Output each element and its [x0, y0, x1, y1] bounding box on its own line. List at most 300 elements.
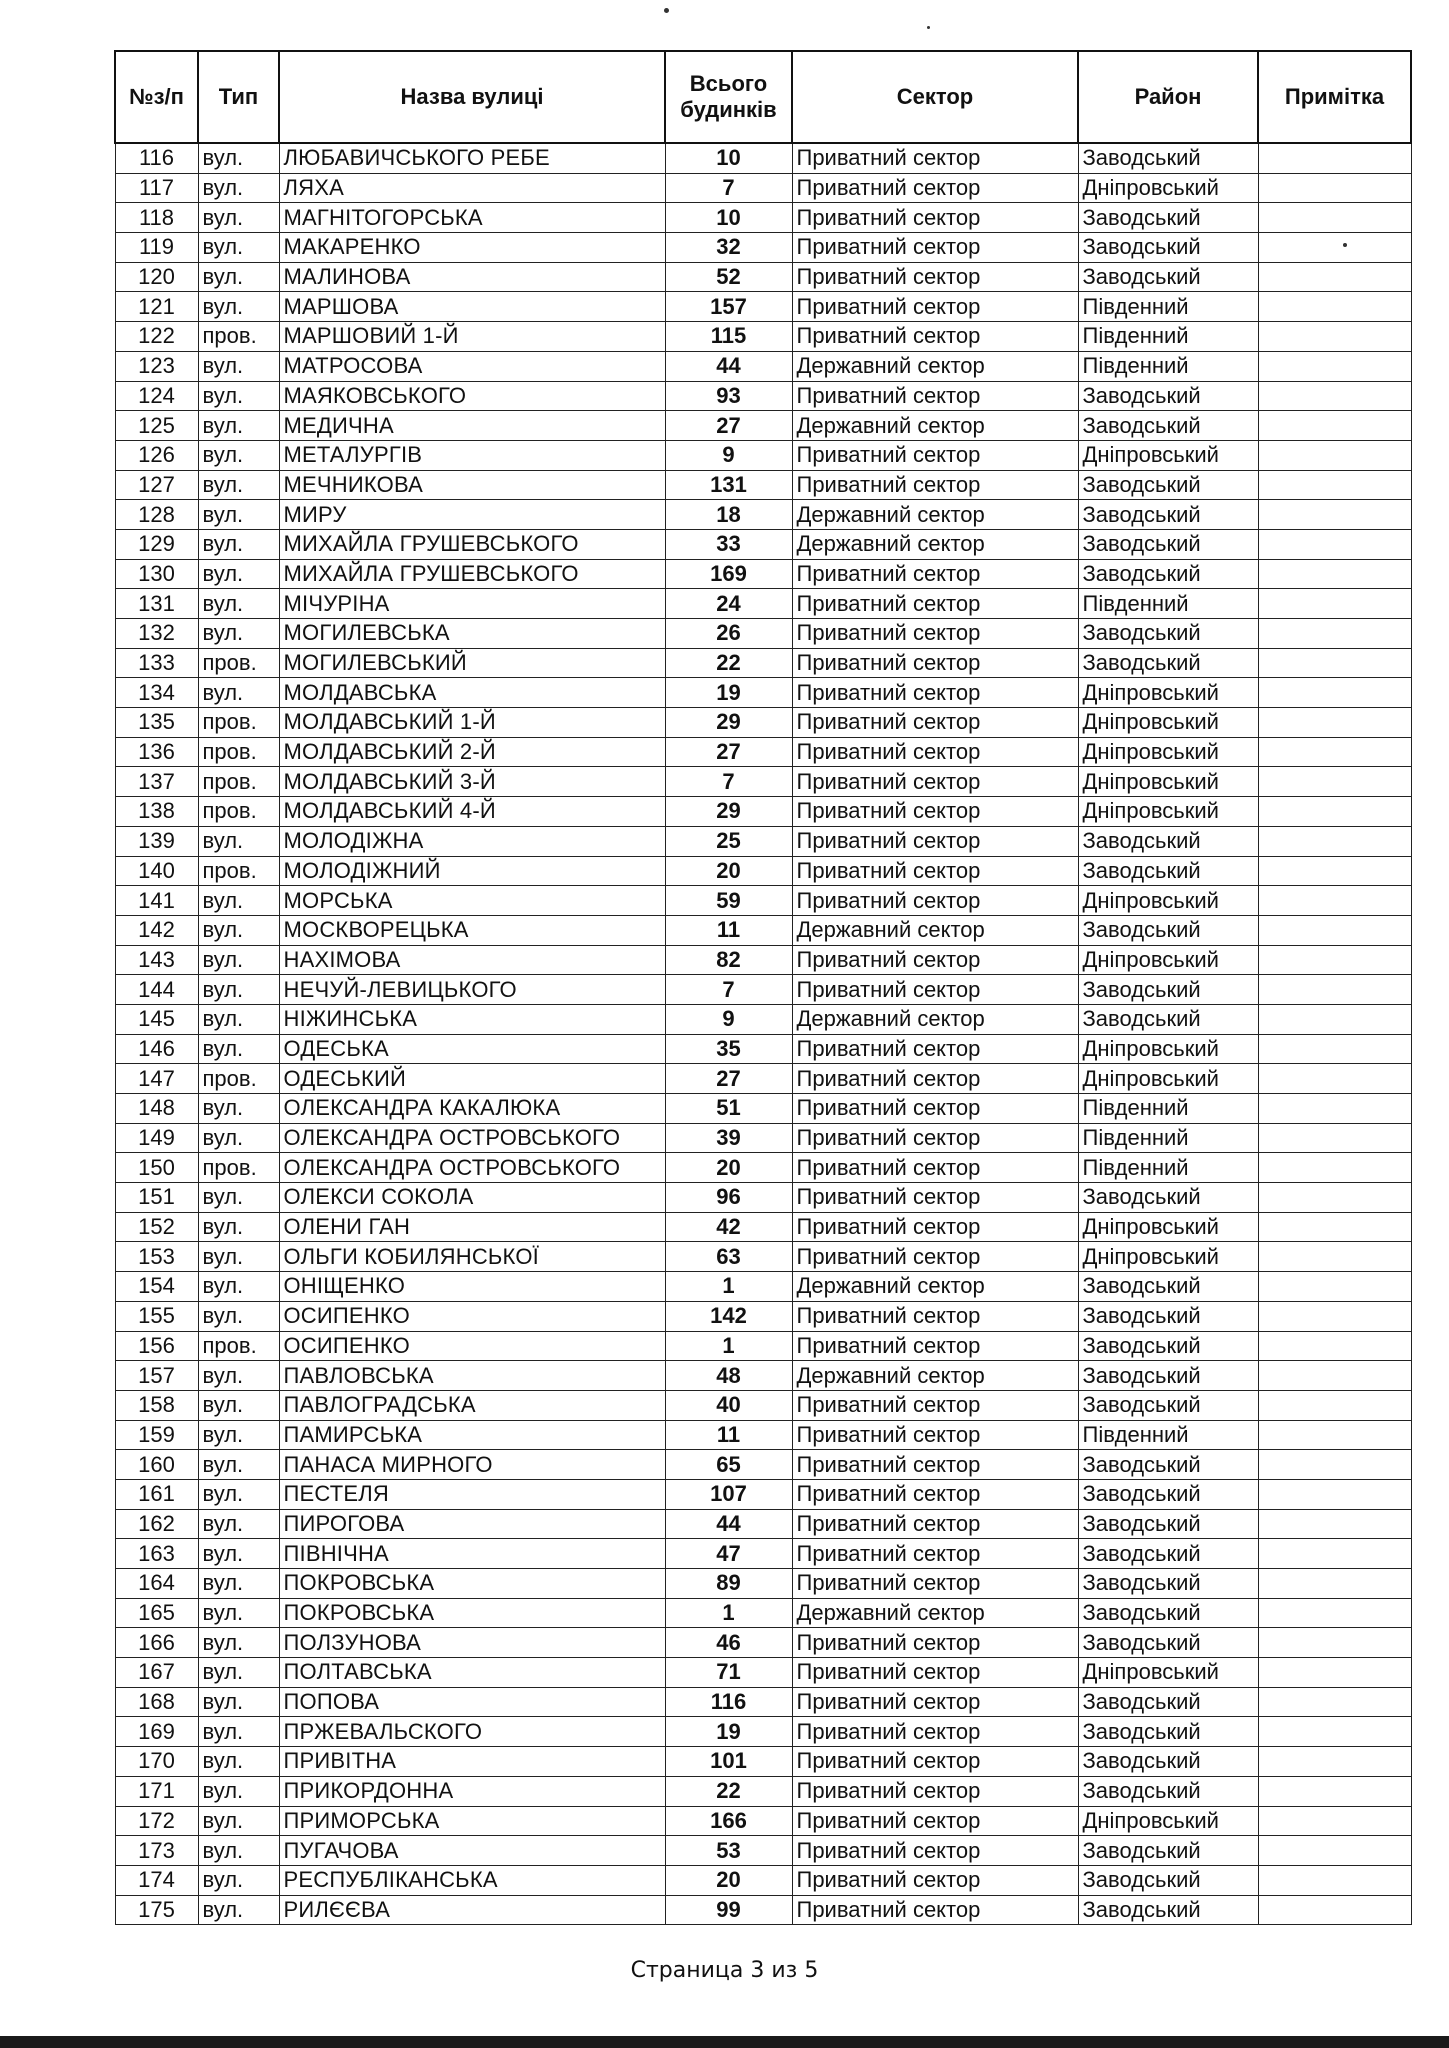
table-row — [115, 470, 1411, 500]
cell-district: Заводський — [1078, 1569, 1258, 1599]
cell-num: 126 — [115, 440, 198, 470]
cell-num: 169 — [115, 1717, 198, 1747]
cell-district: Заводський — [1078, 411, 1258, 441]
cell-name: ОДЕСЬКА — [279, 1034, 665, 1064]
table-row — [115, 648, 1411, 678]
cell-num: 122 — [115, 322, 198, 352]
cell-sector: Приватний сектор — [792, 1094, 1078, 1124]
cell-district: Заводський — [1078, 648, 1258, 678]
cell-note — [1258, 1836, 1411, 1866]
cell-district: Заводський — [1078, 915, 1258, 945]
cell-sector: Державний сектор — [792, 915, 1078, 945]
cell-note — [1258, 1153, 1411, 1183]
cell-name: МОГИЛЕВСЬКА — [279, 619, 665, 649]
cell-district: Дніпровський — [1078, 945, 1258, 975]
table-row — [115, 1034, 1411, 1064]
cell-note — [1258, 351, 1411, 381]
table-row — [115, 1064, 1411, 1094]
cell-note — [1258, 1569, 1411, 1599]
cell-name: ПИРОГОВА — [279, 1509, 665, 1539]
cell-total: 22 — [665, 648, 792, 678]
table-row — [115, 1094, 1411, 1124]
cell-district: Заводський — [1078, 203, 1258, 233]
cell-total: 42 — [665, 1212, 792, 1242]
cell-sector: Приватний сектор — [792, 826, 1078, 856]
cell-type: вул. — [198, 203, 279, 233]
cell-district: Заводський — [1078, 1539, 1258, 1569]
cell-num: 167 — [115, 1658, 198, 1688]
cell-total: 33 — [665, 529, 792, 559]
cell-name: МАРШОВА — [279, 292, 665, 322]
cell-note — [1258, 1717, 1411, 1747]
cell-num: 119 — [115, 233, 198, 263]
cell-num: 175 — [115, 1895, 198, 1925]
cell-sector: Приватний сектор — [792, 1865, 1078, 1895]
cell-sector: Державний сектор — [792, 529, 1078, 559]
cell-name: НАХІМОВА — [279, 945, 665, 975]
cell-num: 132 — [115, 619, 198, 649]
cell-sector: Приватний сектор — [792, 1420, 1078, 1450]
cell-note — [1258, 440, 1411, 470]
cell-district: Дніпровський — [1078, 767, 1258, 797]
cell-name: ОЛЬГИ КОБИЛЯНСЬКОЇ — [279, 1242, 665, 1272]
cell-district: Заводський — [1078, 1183, 1258, 1213]
cell-name: МОЛДАВСЬКА — [279, 678, 665, 708]
scan-speck — [664, 8, 669, 13]
cell-name: МОЛОДІЖНИЙ — [279, 856, 665, 886]
cell-sector: Приватний сектор — [792, 1628, 1078, 1658]
table-row — [115, 173, 1411, 203]
cell-sector: Приватний сектор — [792, 1183, 1078, 1213]
cell-name: МАРШОВИЙ 1-Й — [279, 322, 665, 352]
cell-type: вул. — [198, 351, 279, 381]
cell-note — [1258, 173, 1411, 203]
table-row — [115, 351, 1411, 381]
cell-sector: Приватний сектор — [792, 322, 1078, 352]
cell-note — [1258, 826, 1411, 856]
cell-note — [1258, 856, 1411, 886]
cell-num: 133 — [115, 648, 198, 678]
cell-num: 159 — [115, 1420, 198, 1450]
cell-total: 39 — [665, 1123, 792, 1153]
cell-name: МЕДИЧНА — [279, 411, 665, 441]
cell-name: ОДЕСЬКИЙ — [279, 1064, 665, 1094]
cell-type: вул. — [198, 1776, 279, 1806]
cell-sector: Державний сектор — [792, 411, 1078, 441]
cell-note — [1258, 1390, 1411, 1420]
cell-sector: Приватний сектор — [792, 1717, 1078, 1747]
cell-note — [1258, 1123, 1411, 1153]
cell-note — [1258, 1331, 1411, 1361]
cell-note — [1258, 203, 1411, 233]
cell-name: ПОЛТАВСЬКА — [279, 1658, 665, 1688]
cell-note — [1258, 678, 1411, 708]
cell-total: 27 — [665, 1064, 792, 1094]
table-row — [115, 1212, 1411, 1242]
header-note: Примітка — [1258, 51, 1411, 143]
cell-total: 7 — [665, 975, 792, 1005]
cell-note — [1258, 1272, 1411, 1302]
cell-total: 166 — [665, 1806, 792, 1836]
table-row — [115, 1658, 1411, 1688]
cell-total: 29 — [665, 708, 792, 738]
cell-note — [1258, 1895, 1411, 1925]
cell-num: 121 — [115, 292, 198, 322]
cell-district: Південний — [1078, 1420, 1258, 1450]
table-row — [115, 1539, 1411, 1569]
cell-sector: Приватний сектор — [792, 233, 1078, 263]
table-row — [115, 975, 1411, 1005]
header-num: №з/п — [115, 51, 198, 143]
cell-num: 166 — [115, 1628, 198, 1658]
cell-type: вул. — [198, 1034, 279, 1064]
cell-name: ПОПОВА — [279, 1687, 665, 1717]
table-row — [115, 1153, 1411, 1183]
cell-type: вул. — [198, 1509, 279, 1539]
cell-num: 164 — [115, 1569, 198, 1599]
table-row — [115, 1776, 1411, 1806]
table-row — [115, 1450, 1411, 1480]
cell-num: 138 — [115, 797, 198, 827]
cell-name: ПАМИРСЬКА — [279, 1420, 665, 1450]
cell-sector: Державний сектор — [792, 351, 1078, 381]
cell-total: 9 — [665, 1004, 792, 1034]
cell-total: 115 — [665, 322, 792, 352]
cell-sector: Приватний сектор — [792, 678, 1078, 708]
cell-type: пров. — [198, 1153, 279, 1183]
cell-total: 157 — [665, 292, 792, 322]
cell-name: ПРИМОРСЬКА — [279, 1806, 665, 1836]
cell-note — [1258, 559, 1411, 589]
cell-total: 29 — [665, 797, 792, 827]
cell-note — [1258, 1628, 1411, 1658]
cell-name: ПАНАСА МИРНОГО — [279, 1450, 665, 1480]
cell-sector: Приватний сектор — [792, 292, 1078, 322]
cell-district: Південний — [1078, 1123, 1258, 1153]
cell-type: вул. — [198, 1301, 279, 1331]
cell-note — [1258, 1064, 1411, 1094]
cell-district: Заводський — [1078, 1301, 1258, 1331]
cell-num: 170 — [115, 1747, 198, 1777]
cell-total: 93 — [665, 381, 792, 411]
cell-sector: Приватний сектор — [792, 1539, 1078, 1569]
cell-type: вул. — [198, 173, 279, 203]
cell-district: Дніпровський — [1078, 678, 1258, 708]
cell-sector: Приватний сектор — [792, 440, 1078, 470]
cell-type: вул. — [198, 1390, 279, 1420]
cell-note — [1258, 1747, 1411, 1777]
cell-type: вул. — [198, 1806, 279, 1836]
cell-num: 140 — [115, 856, 198, 886]
cell-name: ОЛЕНИ ГАН — [279, 1212, 665, 1242]
cell-name: МОЛДАВСЬКИЙ 4-Й — [279, 797, 665, 827]
cell-type: вул. — [198, 1479, 279, 1509]
table-row — [115, 856, 1411, 886]
table-row — [115, 322, 1411, 352]
cell-district: Заводський — [1078, 1865, 1258, 1895]
cell-district: Дніпровський — [1078, 797, 1258, 827]
cell-type: вул. — [198, 619, 279, 649]
scan-speck — [1343, 243, 1347, 247]
table-row — [115, 737, 1411, 767]
cell-total: 32 — [665, 233, 792, 263]
cell-name: РЕСПУБЛІКАНСЬКА — [279, 1865, 665, 1895]
cell-note — [1258, 737, 1411, 767]
table-row — [115, 826, 1411, 856]
cell-sector: Державний сектор — [792, 1272, 1078, 1302]
cell-sector: Приватний сектор — [792, 1390, 1078, 1420]
cell-sector: Приватний сектор — [792, 797, 1078, 827]
cell-note — [1258, 411, 1411, 441]
cell-note — [1258, 1361, 1411, 1391]
table-row — [115, 1390, 1411, 1420]
cell-district: Заводський — [1078, 1509, 1258, 1539]
cell-sector: Приватний сектор — [792, 1836, 1078, 1866]
cell-num: 129 — [115, 529, 198, 559]
cell-type: вул. — [198, 411, 279, 441]
cell-name: ОЛЕКСАНДРА ОСТРОВСЬКОГО — [279, 1123, 665, 1153]
cell-total: 20 — [665, 1865, 792, 1895]
cell-total: 89 — [665, 1569, 792, 1599]
cell-name: ОНІЩЕНКО — [279, 1272, 665, 1302]
cell-total: 19 — [665, 1717, 792, 1747]
cell-district: Заводський — [1078, 500, 1258, 530]
table-row — [115, 529, 1411, 559]
table-row — [115, 1806, 1411, 1836]
cell-type: вул. — [198, 440, 279, 470]
cell-district: Південний — [1078, 589, 1258, 619]
cell-district: Заводський — [1078, 1687, 1258, 1717]
table-row — [115, 292, 1411, 322]
cell-type: вул. — [198, 262, 279, 292]
cell-name: МОРСЬКА — [279, 886, 665, 916]
cell-num: 165 — [115, 1598, 198, 1628]
cell-type: вул. — [198, 1242, 279, 1272]
cell-type: вул. — [198, 1717, 279, 1747]
cell-sector: Державний сектор — [792, 1598, 1078, 1628]
cell-note — [1258, 1865, 1411, 1895]
cell-num: 156 — [115, 1331, 198, 1361]
cell-num: 163 — [115, 1539, 198, 1569]
cell-name: МАКАРЕНКО — [279, 233, 665, 263]
cell-sector: Приватний сектор — [792, 1242, 1078, 1272]
cell-district: Заводський — [1078, 1895, 1258, 1925]
cell-num: 116 — [115, 143, 198, 173]
scan-edge — [0, 2036, 1449, 2048]
cell-total: 71 — [665, 1658, 792, 1688]
cell-type: вул. — [198, 1598, 279, 1628]
cell-name: ОСИПЕНКО — [279, 1331, 665, 1361]
cell-num: 146 — [115, 1034, 198, 1064]
cell-note — [1258, 1450, 1411, 1480]
cell-type: вул. — [198, 1539, 279, 1569]
cell-district: Заводський — [1078, 856, 1258, 886]
cell-total: 7 — [665, 173, 792, 203]
cell-sector: Приватний сектор — [792, 737, 1078, 767]
cell-note — [1258, 797, 1411, 827]
cell-total: 35 — [665, 1034, 792, 1064]
cell-type: вул. — [198, 1747, 279, 1777]
cell-sector: Приватний сектор — [792, 589, 1078, 619]
cell-total: 44 — [665, 351, 792, 381]
cell-district: Заводський — [1078, 826, 1258, 856]
cell-sector: Приватний сектор — [792, 1064, 1078, 1094]
cell-name: МАЯКОВСЬКОГО — [279, 381, 665, 411]
cell-type: вул. — [198, 381, 279, 411]
cell-num: 134 — [115, 678, 198, 708]
cell-type: вул. — [198, 1123, 279, 1153]
cell-note — [1258, 500, 1411, 530]
cell-total: 142 — [665, 1301, 792, 1331]
cell-sector: Приватний сектор — [792, 1450, 1078, 1480]
cell-district: Заводський — [1078, 1450, 1258, 1480]
cell-name: МОГИЛЕВСЬКИЙ — [279, 648, 665, 678]
table-row — [115, 915, 1411, 945]
cell-num: 131 — [115, 589, 198, 619]
cell-note — [1258, 143, 1411, 173]
table-row — [115, 233, 1411, 263]
cell-name: РИЛЄЄВА — [279, 1895, 665, 1925]
cell-name: ПАВЛОВСЬКА — [279, 1361, 665, 1391]
cell-note — [1258, 381, 1411, 411]
cell-total: 44 — [665, 1509, 792, 1539]
streets-table — [114, 50, 1412, 1925]
cell-note — [1258, 767, 1411, 797]
cell-district: Дніпровський — [1078, 708, 1258, 738]
cell-district: Заводський — [1078, 143, 1258, 173]
cell-type: вул. — [198, 1450, 279, 1480]
cell-note — [1258, 1479, 1411, 1509]
cell-num: 125 — [115, 411, 198, 441]
cell-total: 1 — [665, 1272, 792, 1302]
cell-district: Заводський — [1078, 1836, 1258, 1866]
table-row — [115, 203, 1411, 233]
cell-name: МОЛОДІЖНА — [279, 826, 665, 856]
cell-sector: Державний сектор — [792, 1361, 1078, 1391]
cell-note — [1258, 1658, 1411, 1688]
table-row — [115, 1331, 1411, 1361]
table-row — [115, 886, 1411, 916]
cell-district: Заводський — [1078, 529, 1258, 559]
cell-total: 53 — [665, 1836, 792, 1866]
cell-sector: Приватний сектор — [792, 648, 1078, 678]
cell-total: 11 — [665, 915, 792, 945]
table-header — [115, 51, 1411, 143]
cell-sector: Приватний сектор — [792, 173, 1078, 203]
cell-note — [1258, 322, 1411, 352]
cell-total: 52 — [665, 262, 792, 292]
cell-sector: Приватний сектор — [792, 1479, 1078, 1509]
cell-sector: Приватний сектор — [792, 203, 1078, 233]
cell-sector: Приватний сектор — [792, 975, 1078, 1005]
header-name: Назва вулиці — [279, 51, 665, 143]
cell-num: 161 — [115, 1479, 198, 1509]
cell-type: пров. — [198, 1064, 279, 1094]
cell-sector: Приватний сектор — [792, 1331, 1078, 1361]
table-row — [115, 1836, 1411, 1866]
cell-note — [1258, 975, 1411, 1005]
cell-num: 153 — [115, 1242, 198, 1272]
cell-note — [1258, 1687, 1411, 1717]
table-row — [115, 1183, 1411, 1213]
cell-type: вул. — [198, 500, 279, 530]
cell-total: 11 — [665, 1420, 792, 1450]
cell-note — [1258, 1242, 1411, 1272]
cell-district: Дніпровський — [1078, 886, 1258, 916]
cell-sector: Приватний сектор — [792, 1153, 1078, 1183]
cell-district: Заводський — [1078, 1331, 1258, 1361]
table-row — [115, 1569, 1411, 1599]
cell-name: НЕЧУЙ-ЛЕВИЦЬКОГО — [279, 975, 665, 1005]
cell-note — [1258, 1094, 1411, 1124]
cell-total: 24 — [665, 589, 792, 619]
cell-num: 143 — [115, 945, 198, 975]
cell-district: Південний — [1078, 351, 1258, 381]
cell-type: вул. — [198, 470, 279, 500]
cell-type: вул. — [198, 1361, 279, 1391]
cell-district: Дніпровський — [1078, 1034, 1258, 1064]
cell-num: 157 — [115, 1361, 198, 1391]
cell-num: 151 — [115, 1183, 198, 1213]
cell-name: ПРИКОРДОННА — [279, 1776, 665, 1806]
cell-num: 124 — [115, 381, 198, 411]
cell-sector: Державний сектор — [792, 1004, 1078, 1034]
cell-type: вул. — [198, 1094, 279, 1124]
table-row — [115, 708, 1411, 738]
cell-num: 160 — [115, 1450, 198, 1480]
cell-district: Південний — [1078, 1153, 1258, 1183]
cell-type: вул. — [198, 559, 279, 589]
cell-name: МЕТАЛУРГІВ — [279, 440, 665, 470]
cell-name: ОЛЕКСАНДРА КАКАЛЮКА — [279, 1094, 665, 1124]
cell-district: Заводський — [1078, 233, 1258, 263]
cell-name: ОЛЕКСИ СОКОЛА — [279, 1183, 665, 1213]
cell-name: ПУГАЧОВА — [279, 1836, 665, 1866]
cell-type: вул. — [198, 826, 279, 856]
table-row — [115, 1361, 1411, 1391]
cell-num: 152 — [115, 1212, 198, 1242]
cell-district: Заводський — [1078, 1272, 1258, 1302]
cell-total: 65 — [665, 1450, 792, 1480]
cell-district: Заводський — [1078, 262, 1258, 292]
cell-name: ПОКРОВСЬКА — [279, 1598, 665, 1628]
cell-sector: Приватний сектор — [792, 886, 1078, 916]
cell-type: вул. — [198, 1569, 279, 1599]
cell-total: 9 — [665, 440, 792, 470]
cell-type: вул. — [198, 1836, 279, 1866]
cell-name: МОЛДАВСЬКИЙ 1-Й — [279, 708, 665, 738]
cell-note — [1258, 470, 1411, 500]
cell-district: Дніпровський — [1078, 440, 1258, 470]
scan-speck — [927, 26, 930, 29]
cell-total: 169 — [665, 559, 792, 589]
cell-note — [1258, 1598, 1411, 1628]
cell-note — [1258, 292, 1411, 322]
table-body — [115, 143, 1411, 1925]
table-row — [115, 797, 1411, 827]
cell-district: Заводський — [1078, 1390, 1258, 1420]
table-row — [115, 1420, 1411, 1450]
cell-total: 63 — [665, 1242, 792, 1272]
cell-num: 130 — [115, 559, 198, 589]
cell-name: ПЕСТЕЛЯ — [279, 1479, 665, 1509]
cell-total: 7 — [665, 767, 792, 797]
table-row — [115, 1865, 1411, 1895]
cell-name: МОЛДАВСЬКИЙ 2-Й — [279, 737, 665, 767]
cell-sector: Приватний сектор — [792, 1123, 1078, 1153]
cell-type: вул. — [198, 1865, 279, 1895]
cell-name: МИХАЙЛА ГРУШЕВСЬКОГО — [279, 529, 665, 559]
